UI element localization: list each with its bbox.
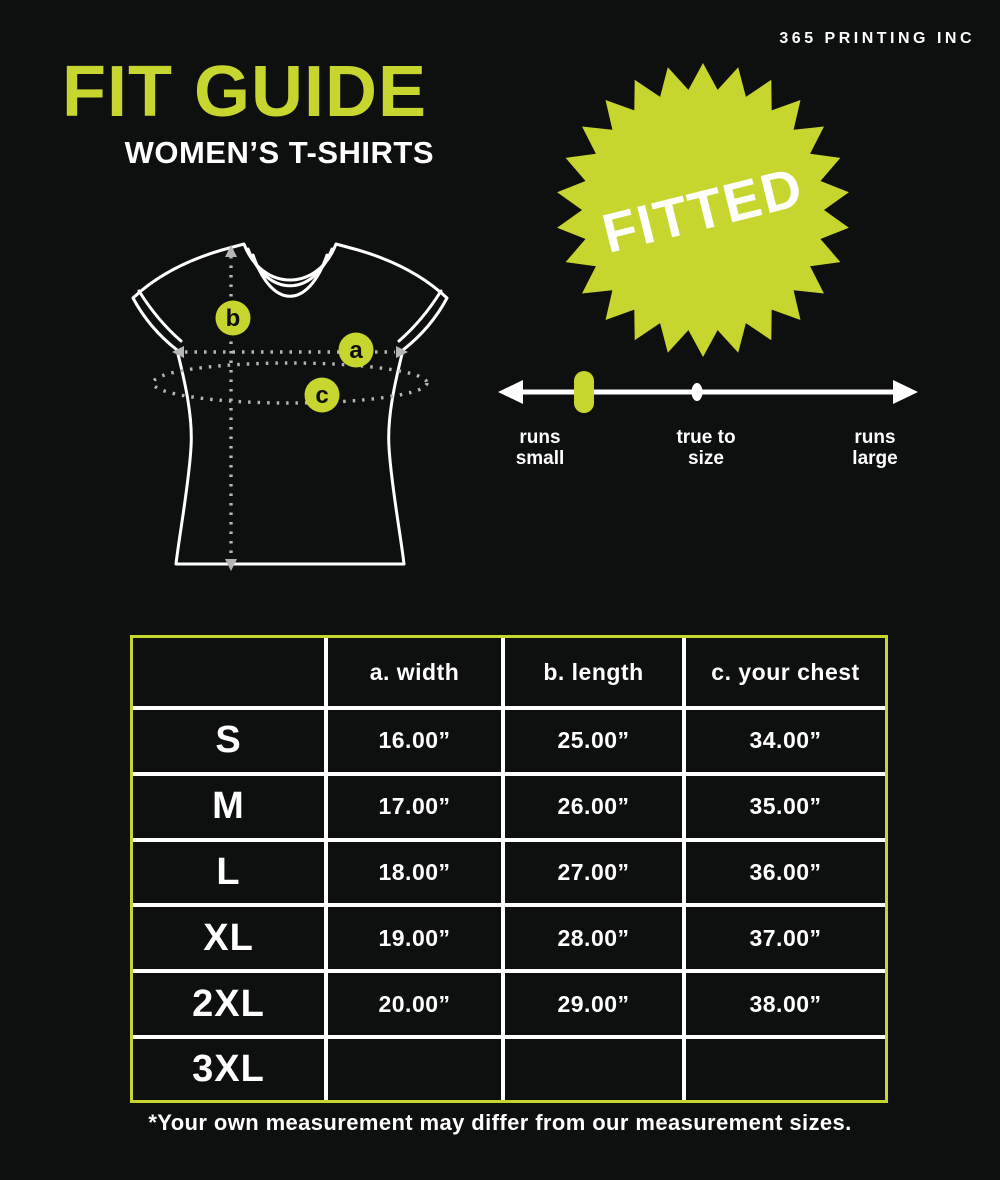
tshirt-diagram xyxy=(115,222,505,582)
width-value: 19.00” xyxy=(326,905,503,971)
table-row xyxy=(133,1037,885,1100)
width-value xyxy=(326,1037,503,1100)
table-row xyxy=(133,840,885,906)
scale-label-runs-small xyxy=(516,428,565,470)
chest-value: 36.00” xyxy=(684,840,885,906)
size-label: L xyxy=(133,840,326,906)
fit-scale xyxy=(498,358,918,483)
chest-value xyxy=(684,1037,885,1100)
header-size xyxy=(133,638,326,708)
title-block xyxy=(62,52,434,171)
scale-label-line: large xyxy=(852,447,898,469)
marker-a-letter: a xyxy=(349,337,363,364)
table-row xyxy=(133,708,885,774)
scale-label-line: small xyxy=(515,447,565,469)
length-value: 27.00” xyxy=(503,840,684,906)
length-value xyxy=(503,1037,684,1100)
length-value: 25.00” xyxy=(503,708,684,774)
page-subtitle: WOMEN’S T-SHIRTS xyxy=(124,135,434,171)
fit-position-marker xyxy=(574,371,594,413)
table-row xyxy=(133,774,885,840)
width-value: 20.00” xyxy=(326,971,503,1037)
chest-value: 37.00” xyxy=(684,905,885,971)
size-label: M xyxy=(133,774,326,840)
size-table xyxy=(133,638,885,1100)
table-row xyxy=(133,971,885,1037)
size-label: 3XL xyxy=(133,1037,326,1100)
tshirt-outline xyxy=(133,244,447,564)
length-value: 26.00” xyxy=(503,774,684,840)
fitted-badge xyxy=(553,60,853,360)
fitted-badge-label: FITTED xyxy=(596,155,810,265)
true-to-size-dot xyxy=(692,383,703,401)
size-label: S xyxy=(133,708,326,774)
size-label: XL xyxy=(133,905,326,971)
marker-c-letter: c xyxy=(315,382,329,409)
scale-label-runs-large xyxy=(852,428,897,470)
brand-name: 365 PRINTING INC xyxy=(779,30,975,47)
size-table-border xyxy=(130,635,888,1103)
header-width: a. width xyxy=(326,638,503,708)
fit-scale-axis xyxy=(498,358,918,420)
length-value: 28.00” xyxy=(503,905,684,971)
header-chest: c. your chest xyxy=(684,638,885,708)
header-length: b. length xyxy=(503,638,684,708)
chest-measure-ellipse xyxy=(153,363,427,403)
table-row xyxy=(133,905,885,971)
measurement-disclaimer: *Your own measurement may differ from our measurement sizes. xyxy=(148,1110,852,1135)
length-value: 29.00” xyxy=(503,971,684,1037)
scale-arrowhead-right xyxy=(893,380,918,404)
scale-label-line: runs xyxy=(854,427,896,448)
table-header-row xyxy=(133,638,885,708)
page-title: FIT GUIDE xyxy=(62,52,427,132)
scale-arrowhead-left xyxy=(498,380,523,404)
chest-value: 38.00” xyxy=(684,971,885,1037)
width-value: 18.00” xyxy=(326,840,503,906)
scale-label-line: size xyxy=(688,447,724,469)
scale-label-line: true to xyxy=(676,427,736,448)
width-value: 17.00” xyxy=(326,774,503,840)
chest-value: 34.00” xyxy=(684,708,885,774)
marker-b-letter: b xyxy=(225,305,241,332)
width-value: 16.00” xyxy=(326,708,503,774)
scale-label-line: runs xyxy=(519,427,561,448)
scale-label-true-to-size xyxy=(676,428,735,470)
chest-value: 35.00” xyxy=(684,774,885,840)
size-label: 2XL xyxy=(133,971,326,1037)
